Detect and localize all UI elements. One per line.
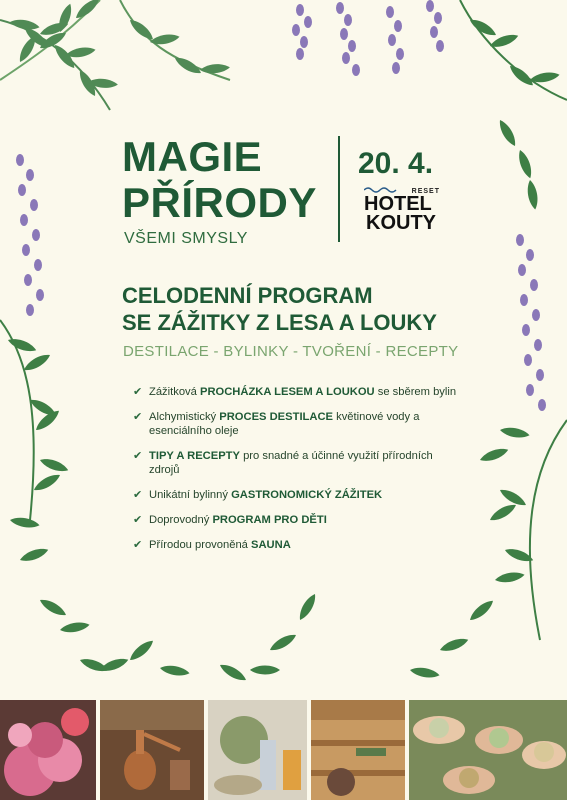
list-item: ✔ Unikátní bylinný GASTRONOMICKÝ ZÁŽITEK <box>133 489 383 501</box>
checkmark-icon: ✔ <box>133 386 143 398</box>
list-item: ✔ Zážitková PROCHÁZKA LESEM A LOUKOU se sběrem bylin <box>133 386 457 398</box>
heading-line-1: CELODENNÍ PROGRAM <box>122 283 373 308</box>
program-heading <box>122 282 437 336</box>
checkmark-icon: ✔ <box>133 489 143 501</box>
photo-strip <box>0 700 567 800</box>
logo-reset-text: RESET <box>411 188 440 195</box>
hotel-logo <box>364 184 446 236</box>
list-item: ✔ TIPY A RECEPTY pro snadné a účinné využití přírodních zdrojů <box>133 450 433 476</box>
event-title <box>122 134 317 226</box>
list-item: ✔ Přírodou provoněná SAUNA <box>133 539 291 551</box>
event-subtitle: VŠEMI SMYSLY <box>124 230 248 247</box>
sauna-photo <box>311 700 405 800</box>
logo-kouty-text: KOUTY <box>366 212 436 234</box>
checkmark-icon: ✔ <box>133 514 143 526</box>
title-line-2: PŘÍRODY <box>122 179 317 226</box>
rose-petals-photo <box>0 700 96 800</box>
herbs-hands-photo <box>409 700 567 800</box>
copper-still-photo <box>100 700 203 800</box>
herbal-cosmetics-photo <box>208 700 307 800</box>
list-item: ✔ Alchymistický PROCES DESTILACE květinové vody a esenciálního oleje <box>133 411 420 437</box>
checkmark-icon: ✔ <box>133 539 143 551</box>
title-line-1: MAGIE <box>122 133 263 180</box>
list-item: ✔ Doprovodný PROGRAM PRO DĚTI <box>133 514 327 526</box>
heading-line-2: SE ZÁŽITKY Z LESA A LOUKY <box>122 310 437 335</box>
vertical-divider <box>338 136 340 242</box>
program-tagline: DESTILACE - BYLINKY - TVOŘENÍ - RECEPTY <box>123 343 459 360</box>
checkmark-icon: ✔ <box>133 450 143 462</box>
feature-list <box>133 385 463 563</box>
event-date: 20. 4. <box>358 147 434 180</box>
checkmark-icon: ✔ <box>133 411 143 423</box>
logo-hotel-text: HOTEL <box>364 193 432 215</box>
